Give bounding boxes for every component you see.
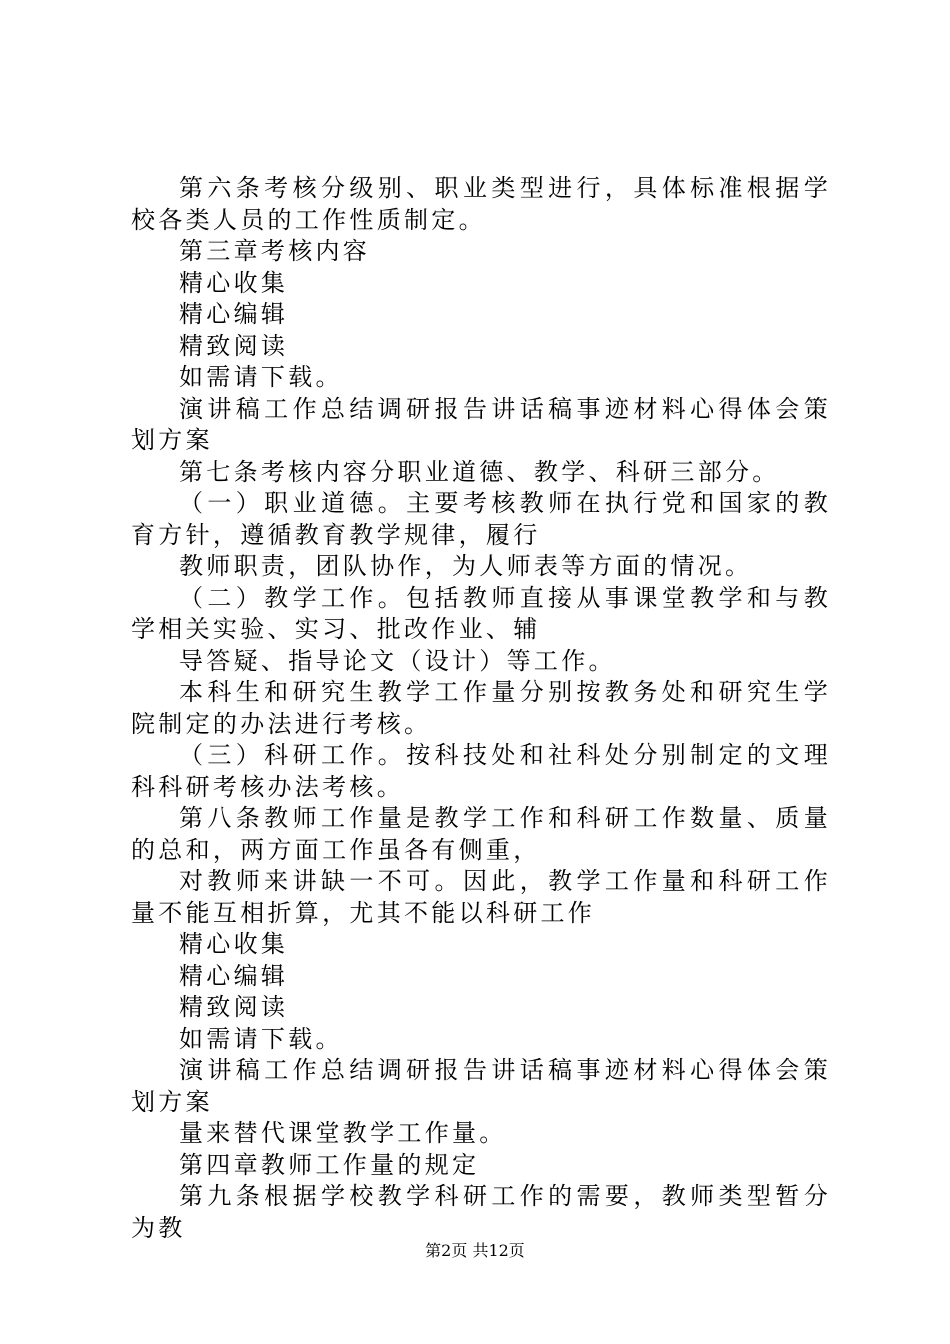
paragraph: 精心编辑 xyxy=(179,961,289,990)
paragraph: 对教师来讲缺一不可。因此，教学工作量和科研工作量不能互相折算，尤其不能以科研工作 xyxy=(131,867,831,927)
chapter-heading: 第四章教师工作量的规定 xyxy=(179,1150,480,1179)
paragraph: 如需请下载。 xyxy=(179,1024,343,1053)
page-number-label: 第2页 共12页 xyxy=(425,1241,525,1260)
paragraph: 教师职责，团队协作，为人师表等方面的情况。 xyxy=(179,552,753,580)
document-body xyxy=(131,173,831,1244)
paragraph: 精心收集 xyxy=(179,268,289,297)
paragraph: 演讲稿工作总结调研报告讲话稿事迹材料心得体会策划方案 xyxy=(131,1056,831,1116)
chapter-heading: 第三章考核内容 xyxy=(179,237,371,265)
paragraph: （二）教学工作。包括教师直接从事课堂教学和与教学相关实验、实习、批改作业、辅 xyxy=(131,583,831,643)
paragraph: （一）职业道德。主要考核教师在执行党和国家的教育方针，遵循教育教学规律，履行 xyxy=(131,489,831,549)
paragraph: 演讲稿工作总结调研报告讲话稿事迹材料心得体会策划方案 xyxy=(131,394,831,454)
paragraph: 精致阅读 xyxy=(179,331,289,360)
page-footer xyxy=(0,1240,950,1262)
paragraph: 精致阅读 xyxy=(179,993,289,1021)
paragraph: 量来替代课堂教学工作量。 xyxy=(179,1119,507,1147)
paragraph: 精心收集 xyxy=(179,930,289,958)
paragraph: 第九条根据学校教学科研工作的需要，教师类型暂分为教 xyxy=(131,1182,831,1242)
paragraph: 如需请下载。 xyxy=(179,363,343,391)
paragraph: 第八条教师工作量是教学工作和科研工作数量、质量的总和，两方面工作虽各有侧重， xyxy=(131,804,831,864)
paragraph: （三）科研工作。按科技处和社科处分别制定的文理科科研考核办法考核。 xyxy=(131,741,831,801)
paragraph: 第六条考核分级别、职业类型进行，具体标准根据学校各类人员的工作性质制定。 xyxy=(131,174,831,234)
paragraph: 导答疑、指导论文（设计）等工作。 xyxy=(179,646,616,675)
paragraph: 本科生和研究生教学工作量分别按教务处和研究生学院制定的办法进行考核。 xyxy=(131,678,831,738)
paragraph: 精心编辑 xyxy=(179,300,289,328)
paragraph: 第七条考核内容分职业道德、教学、科研三部分。 xyxy=(179,457,780,486)
